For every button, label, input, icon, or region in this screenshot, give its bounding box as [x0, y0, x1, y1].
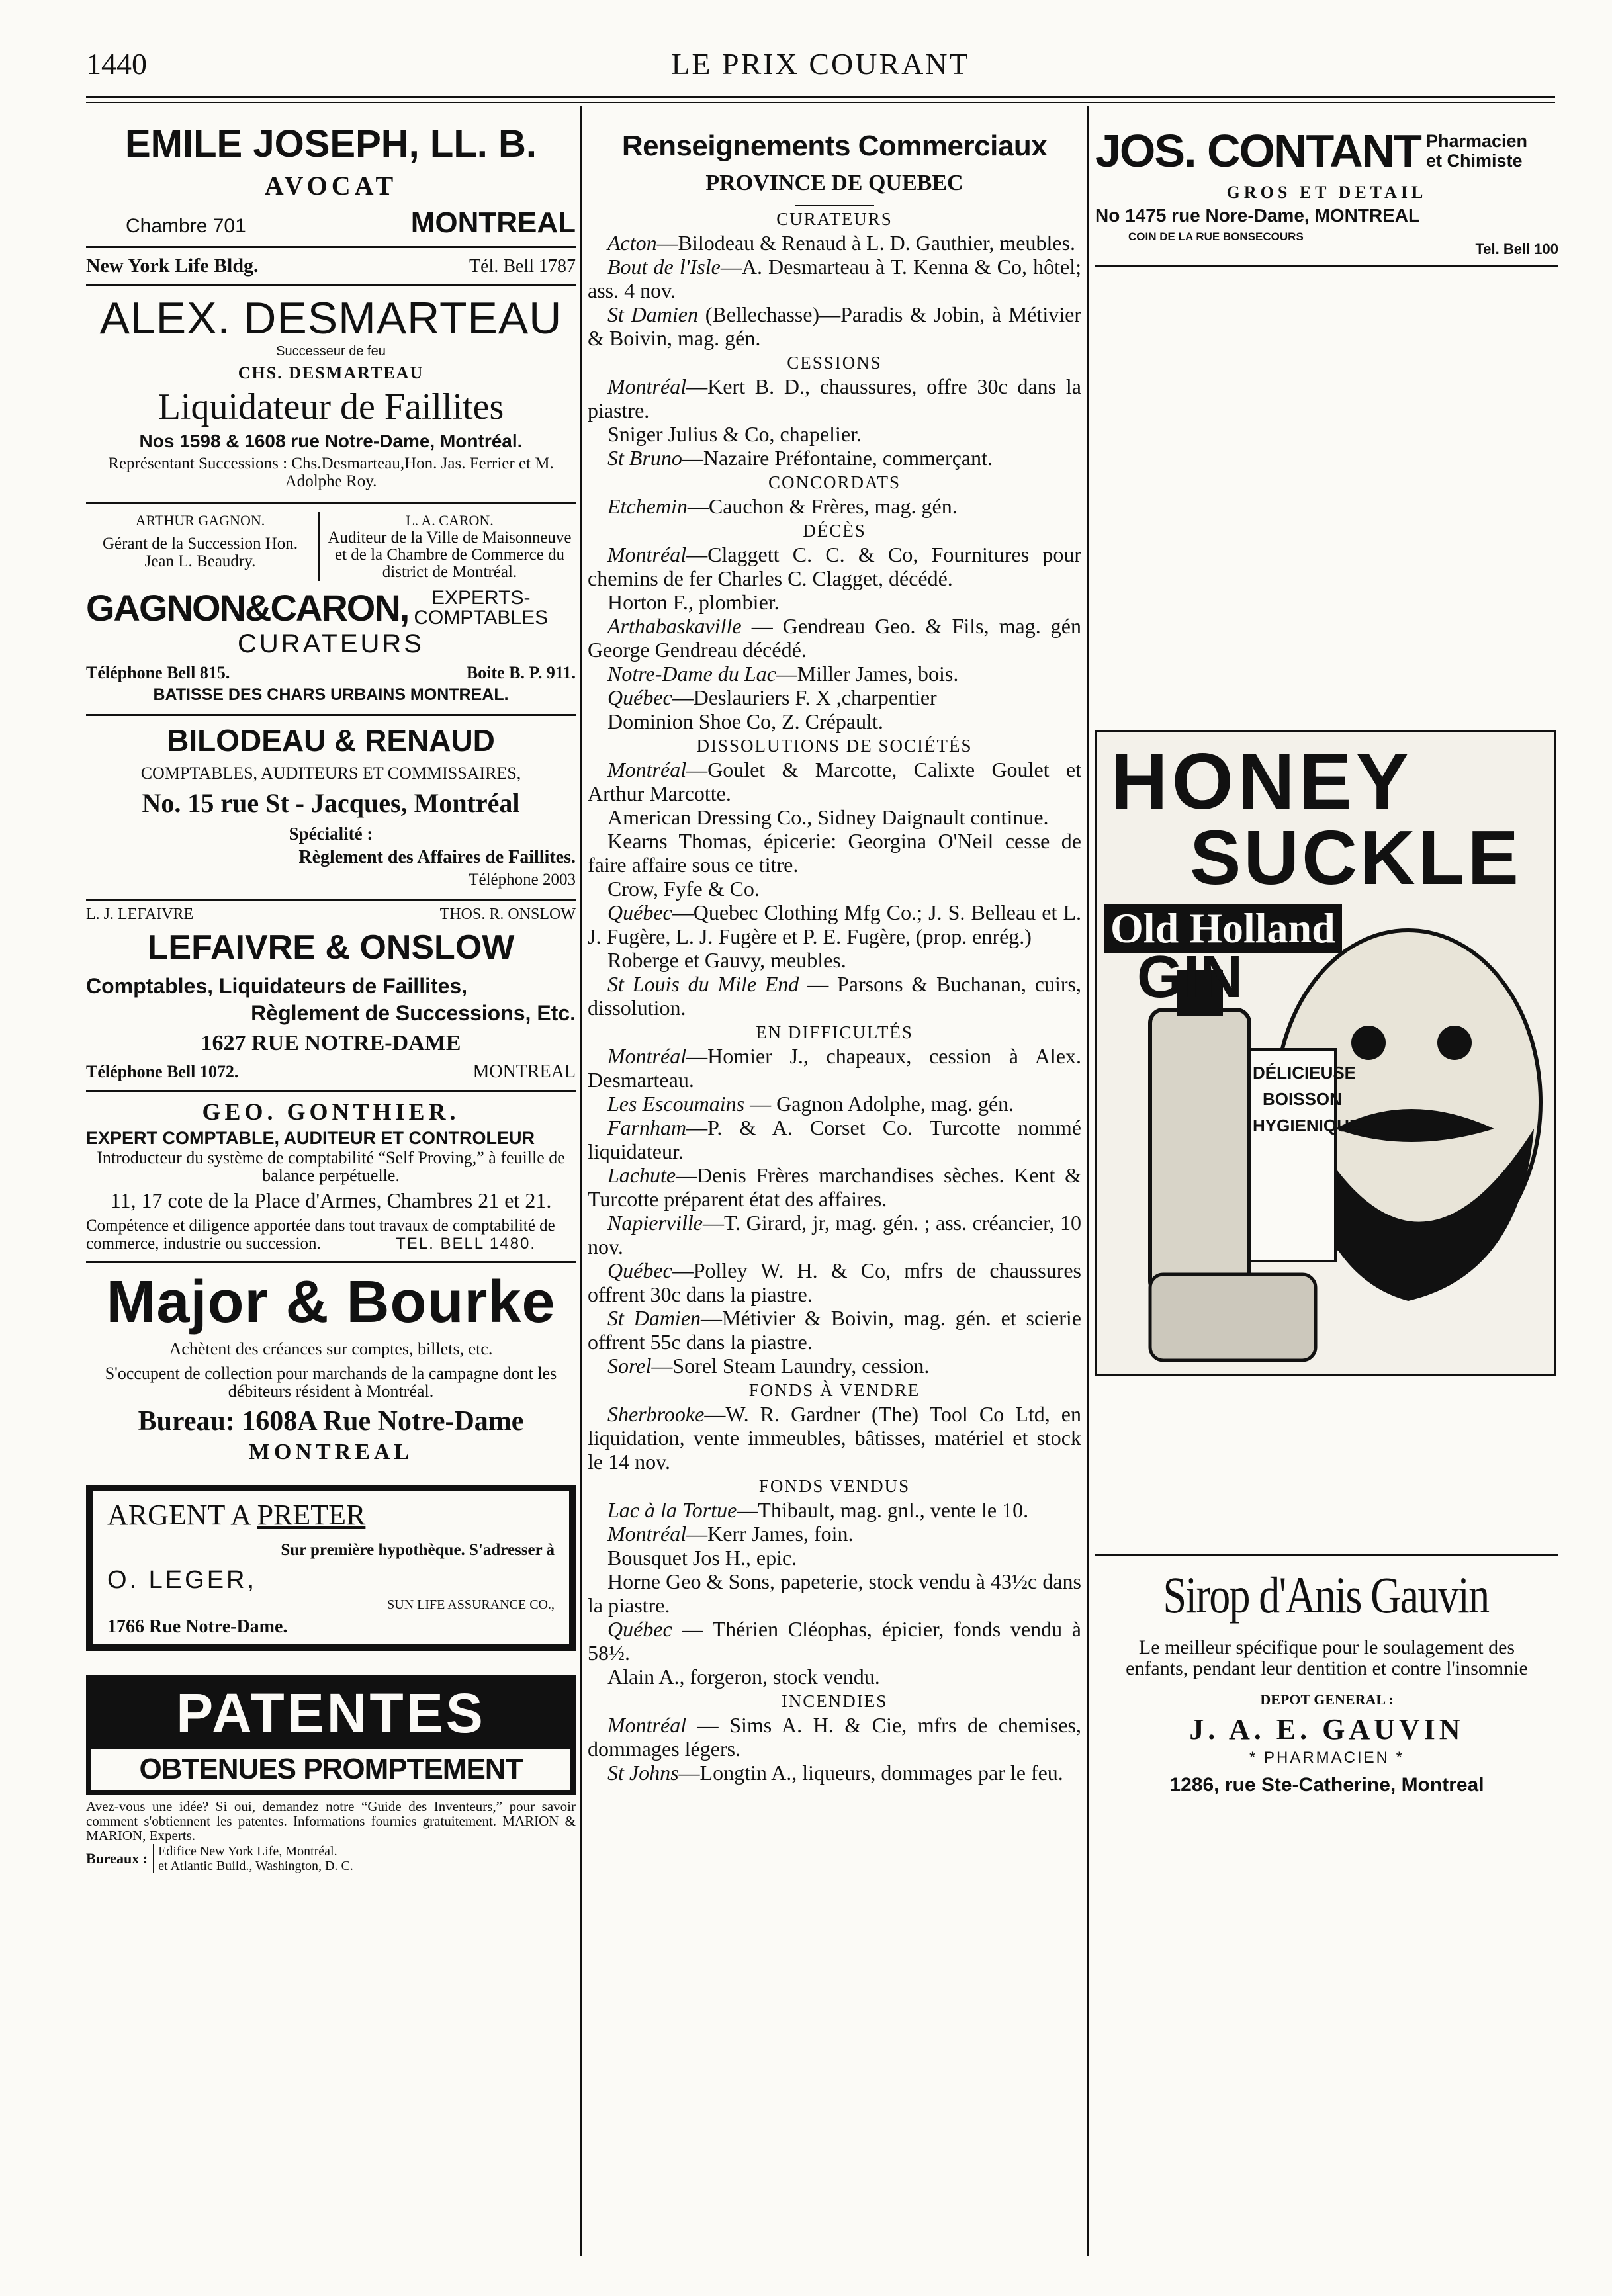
- notice-place: Etchemin: [607, 494, 688, 518]
- ad-roles: COMPTABLES, AUDITEURS ET COMMISSAIRES,: [140, 764, 521, 783]
- notice-place: Montréal: [607, 1044, 687, 1068]
- notice-text: —Nazaire Préfontaine, commerçant.: [682, 446, 993, 470]
- notice-text: Dominion Shoe Co, Z. Crépault.: [607, 709, 883, 733]
- column-middle: [588, 112, 1081, 1785]
- divider: [86, 899, 576, 901]
- ad-line1: Comptables, Liquidateurs de Faillites,: [86, 974, 468, 998]
- notice-place: Lachute: [607, 1163, 676, 1187]
- ad-desmarteau: [86, 292, 576, 490]
- ad-represent: Représentant Successions : Chs.Desmarteau,Hon. Jas. Ferrier et M. Adolphe Roy.: [108, 455, 554, 490]
- firm-batisse: BATISSE DES CHARS URBAINS MONTREAL.: [153, 685, 509, 704]
- ad-jos-contant: [1095, 124, 1558, 267]
- notice-entry: [588, 1498, 1081, 1522]
- firm-curateurs: CURATEURS: [238, 629, 424, 658]
- ad-name: JOS. CONTANT: [1095, 125, 1421, 177]
- notice-entry: [588, 1354, 1081, 1378]
- notice-entry: [588, 446, 1081, 470]
- notice-place: St Bruno: [607, 446, 682, 470]
- ad-company: SUN LIFE ASSURANCE CO.,: [387, 1597, 555, 1612]
- notice-place: Montréal: [607, 758, 687, 781]
- ad-city: MONTREAL: [472, 1061, 576, 1082]
- ad-patentes-text: Avez-vous une idée? Si oui, demandez notre “Guide des Inventeurs,” pour savoir comment s'obtiennent les patentes. Informations fournies gratuitement. MARION & MARION, Experts.: [86, 1798, 576, 1843]
- section-heading: DISSOLUTIONS DE SOCIÉTÉS: [696, 736, 973, 756]
- ad-gros: GROS ET DETAIL: [1226, 183, 1427, 202]
- firm-name: GAGNON&CARON,: [86, 587, 409, 629]
- notice-place: Montréal: [607, 375, 687, 398]
- ad-address: 11, 17 cote de la Place d'Armes, Chambres 21 et 21.: [110, 1188, 552, 1212]
- ad-city: MONTREAL: [248, 1440, 414, 1464]
- ad-former: CHS. DESMARTEAU: [238, 363, 424, 382]
- notice-entry: [588, 422, 1081, 446]
- notice-entry: [588, 1617, 1081, 1665]
- bottle-label: DÉLICIEUSE: [1253, 1063, 1357, 1082]
- ad-name: GEO. GONTHIER.: [202, 1098, 460, 1125]
- notice-text: —Kerr James, foin.: [686, 1522, 854, 1546]
- divider: [86, 502, 576, 504]
- notice-entry: [588, 614, 1081, 662]
- notice-text: (Bellechasse)—Paradis & Jobin, à Métivier & Boivin, mag. gén.: [588, 302, 1081, 350]
- notice-place: Acton: [607, 231, 657, 255]
- notice-text: —W. R. Gardner (The) Tool Co Ltd, en liquidation, vente immeubles, bâtisses, matériel et stock le 14 nov.: [588, 1402, 1081, 1474]
- ad-role: AVOCAT: [264, 171, 398, 200]
- bottle-label: HYGIENIQUE: [1253, 1116, 1361, 1135]
- notice-place: Arthabaskaville: [607, 614, 742, 638]
- notice-entry: [588, 901, 1081, 948]
- notice-text: Sniger Julius & Co, chapelier.: [607, 422, 862, 446]
- notice-place: Sorel: [607, 1354, 652, 1378]
- ad-title: PATENTES: [91, 1680, 570, 1746]
- notice-entry: [588, 829, 1081, 877]
- firm-telephone: Téléphone Bell 815.: [86, 663, 230, 682]
- notice-text: American Dressing Co., Sidney Daignault continue.: [607, 805, 1049, 829]
- notice-text: — Sims A. H. & Cie, mfrs de chemises, dommages légers.: [588, 1713, 1081, 1761]
- ad-pharmacien: * PHARMACIEN *: [1249, 1749, 1405, 1767]
- notice-entry: [588, 1402, 1081, 1474]
- notice-place: Québec: [607, 901, 672, 924]
- notice-text: Kearns Thomas, épicerie: Georgina O'Neil cesse de faire affaire sous ce titre.: [588, 829, 1081, 877]
- notice-text: —P. & A. Corset Co. Turcotte nommé liquidateur.: [588, 1116, 1081, 1163]
- divider: [86, 246, 576, 248]
- notice-text: Crow, Fyfe & Co.: [607, 877, 760, 901]
- ad-argent-a-preter: [86, 1485, 576, 1651]
- notice-text: —Miller James, bois.: [776, 662, 959, 685]
- notice-entry: [588, 948, 1081, 972]
- section-heading: CURATEURS: [776, 209, 893, 229]
- ad-title: EXPERT COMPTABLE, AUDITEUR ET CONTROLEUR: [86, 1128, 535, 1148]
- ad-telephone: TEL. BELL 1480.: [396, 1235, 536, 1253]
- header-rule: [86, 96, 1555, 98]
- notice-entry: [588, 375, 1081, 422]
- partner-name: L. A. CARON.: [406, 512, 494, 529]
- column-divider-1: [580, 106, 582, 2256]
- ad-lefaivre-onslow: [86, 906, 576, 1082]
- bottle-label: BOISSON: [1263, 1089, 1342, 1109]
- ad-intro: Introducteur du système de comptabilité “Self Proving,” à feuille de balance perpétuelle.: [97, 1148, 565, 1185]
- ad-address: No. 15 rue St - Jacques, Montréal: [142, 788, 520, 818]
- ad-address: 1766 Rue Notre-Dame.: [107, 1616, 288, 1637]
- header-rule-2: [86, 102, 1555, 103]
- ad-text: Compétence et diligence apportée dans tout travaux de comptabilité de commerce, industrie ou succession.: [86, 1217, 555, 1253]
- ad-gagnon-caron: [86, 512, 576, 705]
- section-heading: DÉCÈS: [803, 521, 866, 541]
- journal-title: LE PRIX COURANT: [671, 47, 970, 81]
- ad-title: Liquidateur de Faillites: [157, 386, 504, 427]
- notice-text: — Gagnon Adolphe, mag. gén.: [744, 1092, 1014, 1116]
- ad-bilodeau-renaud: [86, 723, 576, 889]
- notice-place: Montréal: [607, 543, 687, 566]
- firm-boite: Boite B. P. 911.: [466, 663, 576, 682]
- notice-place: St Damien: [607, 302, 698, 326]
- ad-telephone: Tél. Bell 1787: [469, 256, 576, 277]
- ad-text: Le meilleur spécifique pour le soulagement des enfants, pendant leur dentition et contre l'insomnie: [1126, 1636, 1528, 1679]
- notice-text: — Thérien Cléophas, épicier, fonds vendu à 58½.: [588, 1617, 1081, 1665]
- notice-entry: [588, 1306, 1081, 1354]
- ad-address: et Atlantic Build., Washington, D. C.: [158, 1859, 353, 1873]
- notice-entry: [588, 231, 1081, 255]
- ad-sirop-gauvin: [1095, 1566, 1558, 1796]
- ad-successor: Successeur de feu: [276, 344, 386, 359]
- ad-honey-suckle-gin: [1095, 730, 1556, 1376]
- notice-entry: [588, 543, 1081, 590]
- section-heading: FONDS VENDUS: [758, 1476, 911, 1496]
- firm-experts: EXPERTS-: [431, 586, 531, 609]
- partner-name: ARTHUR GAGNON.: [135, 512, 265, 529]
- ad-telephone: Tel. Bell 100: [1475, 241, 1558, 257]
- ad-chambre: Chambre 701: [126, 215, 246, 237]
- notice-entry: [588, 662, 1081, 685]
- page-header: [86, 46, 1555, 86]
- notice-text: Horne Geo & Sons, papeterie, stock vendu à 43½c dans la piastre.: [588, 1569, 1081, 1617]
- notice-place: Lac à la Tortue: [607, 1498, 737, 1522]
- ad-line2: S'occupent de collection pour marchands de la campagne dont les débiteurs résident à Montréal.: [105, 1364, 557, 1401]
- notice-entry: [588, 255, 1081, 302]
- notice-entry: [588, 709, 1081, 733]
- notice-entry: [588, 1258, 1081, 1306]
- page-number: 1440: [86, 47, 147, 81]
- ad-bureau: Bureau: 1608A Rue Notre-Dame: [138, 1406, 524, 1436]
- column-left: [86, 112, 576, 1873]
- notice-place: Montréal: [607, 1713, 687, 1737]
- ad-reglement: Règlement des Affaires de Faillites.: [298, 847, 576, 867]
- notice-entry: [588, 877, 1081, 901]
- divider: [86, 1261, 576, 1263]
- ad-major-bourke: [86, 1268, 576, 1465]
- ad-line1: Achètent des créances sur comptes, billets, etc.: [169, 1339, 493, 1358]
- ad-city: MONTREAL: [410, 206, 576, 239]
- ad-gonthier: [86, 1098, 576, 1253]
- section-heading: CESSIONS: [787, 353, 882, 373]
- divider: [1095, 1554, 1558, 1556]
- province-heading: PROVINCE DE QUEBEC: [705, 171, 963, 195]
- notice-text: —Polley W. H. & Co, mfrs de chaussures offrent 30c dans la piastre.: [588, 1258, 1081, 1306]
- notice-text: —Quebec Clothing Mfg Co.; J. S. Belleau et L. J. Fugère, L. J. Fugère et P. E. Fugère, (prop. enrég.): [588, 901, 1081, 948]
- section-heading: FONDS À VENDRE: [748, 1380, 920, 1400]
- ad-patentes: [86, 1675, 576, 1795]
- partner-name: THOS. R. ONSLOW: [439, 906, 576, 923]
- notice-entry: [588, 302, 1081, 350]
- notice-text: — Gendreau Geo. & Fils, mag. gén George Gendreau décédé.: [588, 614, 1081, 662]
- notice-text: —Cauchon & Frères, mag. gén.: [687, 494, 958, 518]
- column-divider-2: [1087, 106, 1089, 2256]
- ad-name: Major & Bourke: [106, 1269, 556, 1335]
- ad-title: Sirop d'Anis Gauvin: [1163, 1566, 1489, 1624]
- ad-line1: Sur première hypothèque. S'adresser à: [281, 1541, 555, 1559]
- notice-entry: [588, 1211, 1081, 1258]
- ad-role: Pharmacien: [1425, 131, 1528, 151]
- notice-place: Québec: [607, 685, 672, 709]
- notice-place: Bout de l'Isle: [607, 255, 721, 279]
- section-title: Renseignements Commerciaux: [621, 130, 1048, 162]
- column-right: [1095, 112, 1558, 1796]
- notice-text: —Claggett C. C. & Co, Fournitures pour chemins de fer Charles C. Clagget, décédé.: [588, 543, 1081, 590]
- section-heading: EN DIFFICULTÉS: [756, 1022, 913, 1042]
- notice-text: —Homier J., chapeaux, cession à Alex. Desmarteau.: [588, 1044, 1081, 1092]
- ad-depot: DEPOT GENERAL :: [1260, 1691, 1394, 1708]
- notice-place: Farnham: [607, 1116, 687, 1139]
- ad-building: New York Life Bldg.: [86, 255, 259, 277]
- ad-role: et Chimiste: [1425, 151, 1523, 171]
- divider: [795, 205, 874, 206]
- ad-line4: GIN: [1137, 944, 1243, 1010]
- ad-name: EMILE JOSEPH, LL. B.: [125, 122, 537, 165]
- partner-text: Auditeur de la Ville de Maisonneuve et de la Chambre de Commerce du district de Montréal.: [328, 529, 572, 581]
- ad-title-underlined: PRETER: [257, 1499, 366, 1531]
- notice-place: Notre-Dame du Lac: [607, 662, 776, 685]
- notice-text: —Longtin A., liqueurs, dommages par le feu.: [678, 1761, 1063, 1785]
- section-heading: INCENDIES: [781, 1691, 888, 1711]
- notice-entry: [588, 758, 1081, 805]
- ad-telephone: Téléphone 2003: [469, 871, 576, 889]
- notice-place: Montréal: [607, 1522, 687, 1546]
- ad-emile-joseph: [86, 122, 576, 277]
- firm-comptables: COMPTABLES: [414, 606, 549, 629]
- notice-text: —T. Girard, jr, mag. gén. ; ass. créancier, 10 nov.: [588, 1211, 1081, 1258]
- notice-place: St Damien: [607, 1306, 701, 1330]
- notice-text: —Deslauriers F. X ,charpentier: [672, 685, 937, 709]
- ad-telephone: Téléphone Bell 1072.: [86, 1062, 239, 1081]
- ad-address: 1627 RUE NOTRE-DAME: [201, 1031, 461, 1055]
- commercial-sections: [588, 209, 1081, 1785]
- ad-address: Nos 1598 & 1608 rue Notre-Dame, Montréal.: [139, 431, 523, 451]
- notice-place: St Johns: [607, 1761, 679, 1785]
- notice-entry: [588, 1163, 1081, 1211]
- ad-address: No 1475 rue Nore-Dame, MONTREAL: [1095, 205, 1420, 226]
- ad-line2: SUCKLE: [1190, 815, 1521, 901]
- ad-name: O. LEGER,: [107, 1566, 257, 1594]
- partner-name: L. J. LEFAIVRE: [86, 906, 194, 923]
- ad-line1: HONEY: [1110, 737, 1413, 826]
- notice-text: —Bilodeau & Renaud à L. D. Gauthier, meubles.: [656, 231, 1075, 255]
- partner-text: Gérant de la Succession Hon. Jean L. Beaudry.: [102, 535, 298, 570]
- notice-place: Sherbrooke: [607, 1402, 705, 1426]
- notice-text: Bousquet Jos H., epic.: [607, 1546, 797, 1569]
- notice-text: —A. Desmarteau à T. Kenna & Co, hôtel; ass. 4 nov.: [588, 255, 1081, 302]
- notice-entry: [588, 1665, 1081, 1689]
- notice-entry: [588, 972, 1081, 1020]
- notice-text: Alain A., forgeron, stock vendu.: [607, 1665, 880, 1689]
- ad-address: 1286, rue Ste-Catherine, Montreal: [1169, 1774, 1484, 1796]
- notice-entry: [588, 1092, 1081, 1116]
- notice-place: Québec: [607, 1258, 672, 1282]
- divider: [86, 1090, 576, 1092]
- notice-entry: [588, 1116, 1081, 1163]
- ad-name: ALEX. DESMARTEAU: [99, 293, 562, 343]
- notice-place: Québec: [607, 1617, 672, 1641]
- notice-entry: [588, 805, 1081, 829]
- notice-text: Horton F., plombier.: [607, 590, 780, 614]
- ad-bureaux: Bureaux :: [86, 1850, 148, 1867]
- ad-coin: COIN DE LA RUE BONSECOURS: [1128, 230, 1304, 243]
- divider: [86, 714, 576, 716]
- notice-entry: [588, 1522, 1081, 1546]
- ad-title: ARGENT A: [107, 1499, 257, 1531]
- divider: [1095, 265, 1558, 267]
- ad-specialite: Spécialité :: [289, 824, 373, 844]
- notice-entry: [588, 1761, 1081, 1785]
- notice-place: St Louis du Mile End: [607, 972, 799, 996]
- ad-name: BILODEAU & RENAUD: [167, 723, 495, 758]
- notice-text: —Sorel Steam Laundry, cession.: [651, 1354, 930, 1378]
- notice-place: Les Escoumains: [607, 1092, 745, 1116]
- notice-place: Napierville: [607, 1211, 703, 1235]
- notice-entry: [588, 494, 1081, 518]
- ad-address: Edifice New York Life, Montréal.: [158, 1844, 337, 1859]
- notice-text: —Métivier & Boivin, mag. gén. et scierie offrent 55c dans la piastre.: [588, 1306, 1081, 1354]
- ad-name: LEFAIVRE & ONSLOW: [147, 928, 515, 967]
- notice-entry: [588, 1569, 1081, 1617]
- section-heading: CONCORDATS: [768, 472, 901, 492]
- notice-text: —Denis Frères marchandises sèches. Kent & Turcotte préparent état des affaires.: [588, 1163, 1081, 1211]
- ad-line3: Old Holland: [1104, 904, 1342, 953]
- ad-line2: Règlement de Successions, Etc.: [251, 1001, 576, 1025]
- notice-entry: [588, 1713, 1081, 1761]
- notice-entry: [588, 1546, 1081, 1569]
- notice-entry: [588, 1044, 1081, 1092]
- ad-name: J. A. E. GAUVIN: [1189, 1713, 1464, 1745]
- notice-text: —Thibault, mag. gnl., vente le 10.: [737, 1498, 1029, 1522]
- ad-subtitle: OBTENUES PROMPTEMENT: [91, 1746, 570, 1790]
- notice-text: Roberge et Gauvy, meubles.: [607, 948, 846, 972]
- notice-text: — Parsons & Buchanan, cuirs, dissolution.: [588, 972, 1081, 1020]
- notice-entry: [588, 685, 1081, 709]
- notice-entry: [588, 590, 1081, 614]
- notice-text: —Goulet & Marcotte, Calixte Goulet et Arthur Marcotte.: [588, 758, 1081, 805]
- notice-text: —Kert B. D., chaussures, offre 30c dans la piastre.: [588, 375, 1081, 422]
- divider: [86, 284, 576, 286]
